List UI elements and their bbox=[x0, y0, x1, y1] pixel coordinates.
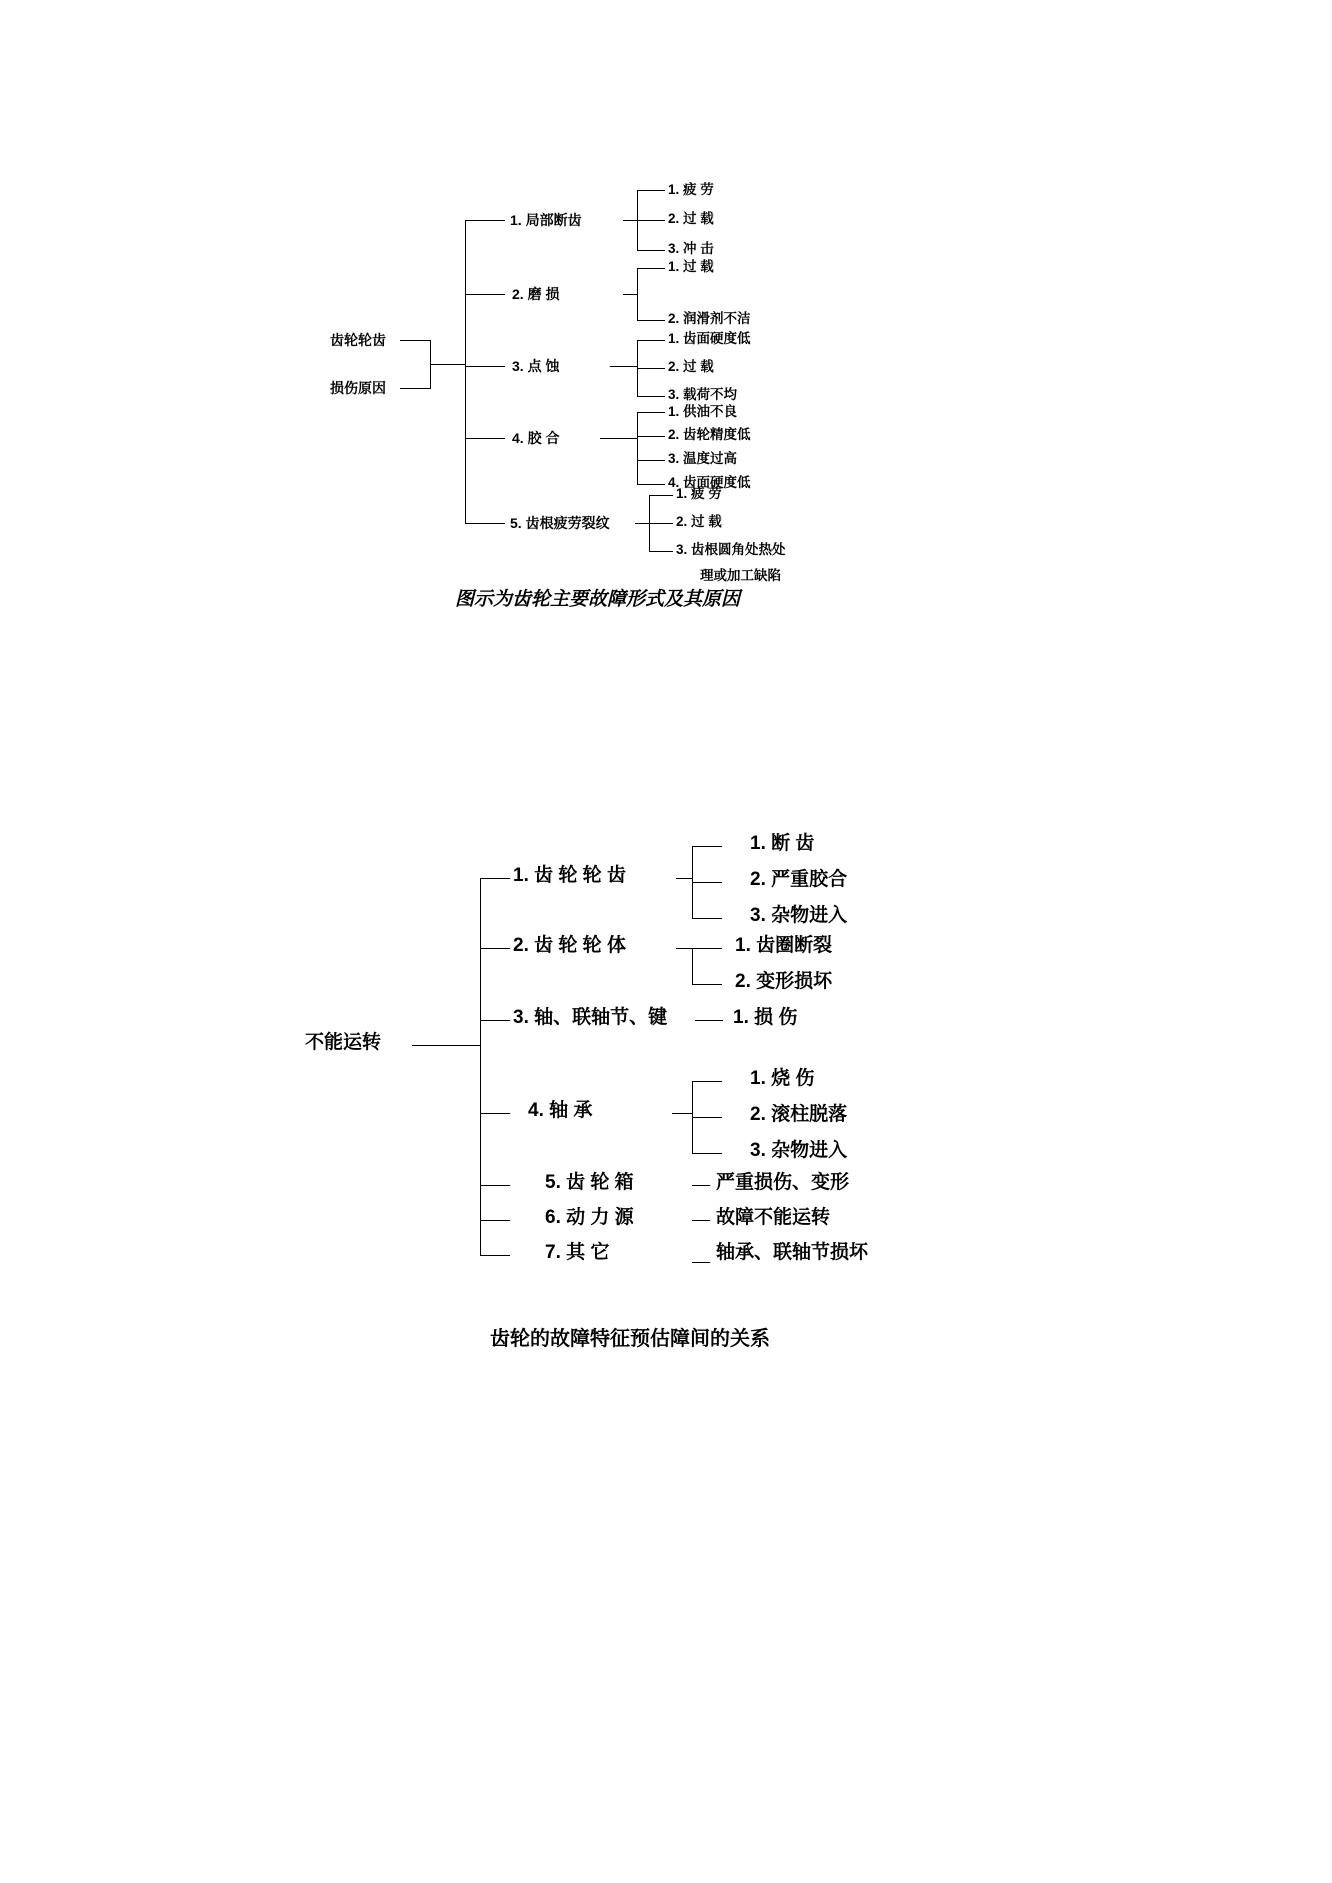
diagram2-caption: 齿轮的故障特征预估障间的关系 bbox=[490, 1328, 770, 1350]
diagram1-branch2-child1: 1. 过 载 bbox=[668, 259, 714, 274]
diagram1-branch1-label: 1. 局部断齿 bbox=[510, 212, 582, 228]
diagram2-branch1-child3: 3. 杂物进入 bbox=[750, 905, 848, 926]
diagram1-branch4-label: 4. 胶 合 bbox=[512, 430, 560, 446]
diagram1-branch1-child1: 1. 疲 劳 bbox=[668, 182, 714, 197]
diagram1-root-line2: 损伤原因 bbox=[330, 380, 386, 396]
diagram1-branch3-child2: 2. 过 载 bbox=[668, 359, 714, 374]
diagram2-branch1-child2-stem bbox=[692, 882, 722, 883]
diagram2-branch4-child2: 2. 滚柱脱落 bbox=[750, 1104, 848, 1125]
diagram1-branch2-child2: 2. 润滑剂不洁 bbox=[668, 311, 751, 326]
diagram2-branch2-child2-stem bbox=[692, 984, 722, 985]
diagram2-root-label: 不能运转 bbox=[305, 1032, 382, 1053]
diagram2-branch4-child2-stem bbox=[692, 1117, 722, 1118]
diagram2-branch4-label: 4. 轴 承 bbox=[528, 1100, 593, 1121]
diagram2-branch4-child1-stem bbox=[692, 1081, 722, 1082]
diagram2-branch3-child1: 1. 损 伤 bbox=[733, 1007, 798, 1028]
diagram1-branch1-child3: 3. 冲 击 bbox=[668, 241, 714, 256]
diagram1-branch5-child2: 2. 过 载 bbox=[676, 514, 722, 529]
diagram2-branch3-connector bbox=[695, 1020, 723, 1021]
diagram2-root-stem bbox=[412, 1045, 480, 1046]
diagram2-branch2-child1: 1. 齿圈断裂 bbox=[735, 935, 833, 956]
diagram1-branch5-child3: 3. 齿根圆角处热处 bbox=[676, 542, 786, 557]
diagram2-branch4-child3-stem bbox=[692, 1153, 722, 1154]
diagram2-branch1-child2: 2. 严重胶合 bbox=[750, 869, 848, 890]
diagram1-branch1-child2: 2. 过 载 bbox=[668, 211, 714, 226]
diagram2-branch1-connector bbox=[676, 878, 692, 879]
diagram2-branch6-child1: 故障不能运转 bbox=[716, 1207, 831, 1228]
diagram2-branch7-stem bbox=[480, 1255, 510, 1256]
diagram2-branch1-child1: 1. 断 齿 bbox=[750, 833, 815, 854]
diagram2-branch5-child1: 严重损伤、变形 bbox=[716, 1172, 850, 1193]
diagram1-branch5-child1: 1. 疲 劳 bbox=[676, 486, 722, 501]
diagram1-branch4-child3: 3. 温度过高 bbox=[668, 451, 738, 466]
diagram2-main-spine bbox=[480, 878, 481, 1255]
diagram1-branch3-label: 3. 点 蚀 bbox=[512, 358, 560, 374]
diagram2-branch1-label: 1. 齿 轮 轮 齿 bbox=[513, 865, 626, 886]
diagram2-branch7-label: 7. 其 它 bbox=[545, 1242, 610, 1263]
diagram2-branch5-connector bbox=[692, 1185, 710, 1186]
diagram2-branch2-child1-stem bbox=[692, 948, 722, 949]
diagram2-branch5-stem bbox=[480, 1185, 510, 1186]
diagram2-branch1-child1-stem bbox=[692, 846, 722, 847]
diagram2-branch2-spine bbox=[692, 948, 693, 984]
diagram1-branch4-child4: 4. 齿面硬度低 bbox=[668, 475, 751, 490]
diagram2-branch7-child1: 轴承、联轴节损坏 bbox=[716, 1242, 869, 1263]
diagram2-branch4-connector bbox=[672, 1113, 692, 1114]
diagram2-branch1-child3-stem bbox=[692, 918, 722, 919]
diagram2-branch6-label: 6. 动 力 源 bbox=[545, 1207, 634, 1228]
diagram2-branch2-connector bbox=[676, 948, 692, 949]
diagram2-branch7-connector bbox=[692, 1262, 710, 1263]
diagram1-branch5-label: 5. 齿根疲劳裂纹 bbox=[510, 515, 610, 531]
diagram2-branch2-stem bbox=[480, 948, 510, 949]
diagram1-caption: 图示为齿轮主要故障形式及其原因 bbox=[455, 589, 741, 610]
diagram2-branch2-label: 2. 齿 轮 轮 体 bbox=[513, 935, 626, 956]
diagram2-branch4-stem bbox=[480, 1113, 510, 1114]
diagram2-branch4-child3: 3. 杂物进入 bbox=[750, 1140, 848, 1161]
diagram2-branch5-label: 5. 齿 轮 箱 bbox=[545, 1172, 634, 1193]
diagram1-branch2-label: 2. 磨 损 bbox=[512, 286, 560, 302]
diagram2-branch2-child2: 2. 变形损坏 bbox=[735, 971, 833, 992]
diagram2-branch6-connector bbox=[692, 1220, 710, 1221]
diagram2-branch4-child1: 1. 烧 伤 bbox=[750, 1068, 815, 1089]
diagram2-branch3-label: 3. 轴、联轴节、键 bbox=[513, 1007, 668, 1028]
diagram2-branch3-stem bbox=[480, 1020, 510, 1021]
diagram1-branch4-child2: 2. 齿轮精度低 bbox=[668, 427, 751, 442]
diagram1-branch3-child3: 3. 载荷不均 bbox=[668, 387, 738, 402]
diagram2-branch6-stem bbox=[480, 1220, 510, 1221]
diagram2-branch1-stem bbox=[480, 878, 510, 879]
diagram1-root-line1: 齿轮轮齿 bbox=[330, 332, 386, 348]
diagram1-branch4-child1: 1. 供油不良 bbox=[668, 404, 738, 419]
diagram1-branch5-child3-continuation: 理或加工缺陷 bbox=[700, 568, 781, 583]
diagram1-branch3-child1: 1. 齿面硬度低 bbox=[668, 331, 751, 346]
